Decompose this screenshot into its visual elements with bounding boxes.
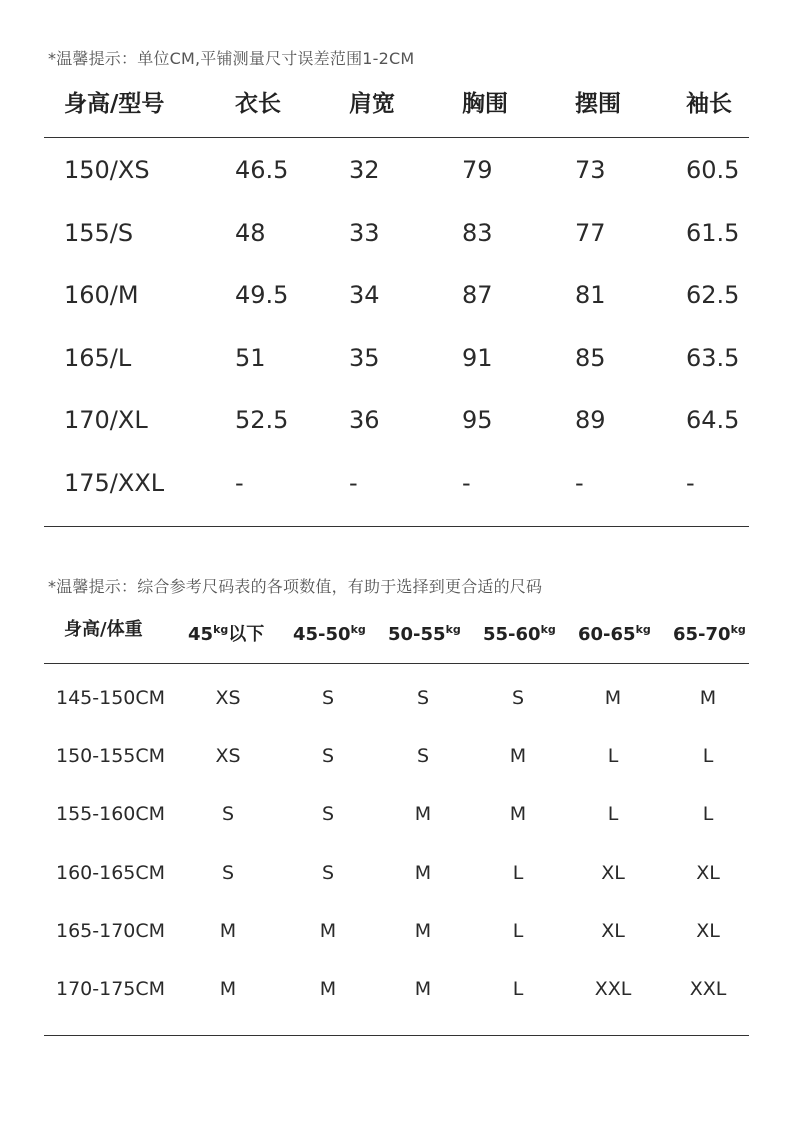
table-row: [0, 213, 790, 253]
cell-chest: 87: [462, 281, 493, 309]
table-row: [0, 275, 790, 315]
header-chest: 胸围: [462, 91, 508, 117]
cell-sleeve: 64.5: [686, 406, 740, 434]
cell-hem: 85: [575, 344, 606, 372]
cell-sleeve: 63.5: [686, 344, 740, 372]
cell-height-range: 170-175CM: [56, 978, 166, 1000]
size-chart-header: [0, 84, 790, 124]
cell-size: S: [321, 862, 335, 884]
cell-chest: 95: [462, 406, 493, 434]
header-weight-col-5: $60-65^{kg}$: [578, 623, 651, 645]
table-row: [0, 855, 790, 891]
size-chart-bottom-divider: [44, 526, 749, 527]
table-row: [0, 463, 790, 503]
header-weight-col-4: $55-60^{kg}$: [483, 623, 556, 645]
cell-size: L: [512, 920, 524, 942]
cell-size: S: [416, 687, 430, 709]
cell-height-range: 165-170CM: [56, 920, 166, 942]
cell-size: M: [414, 862, 432, 884]
cell-size: M: [604, 687, 622, 709]
cell-shoulder: 34: [349, 281, 380, 309]
size-chart-header-divider: [44, 137, 749, 138]
cell-sleeve: 61.5: [686, 219, 740, 247]
cell-chest: -: [462, 469, 471, 497]
cell-size: L: [607, 803, 619, 825]
cell-size: M: [219, 920, 237, 942]
cell-size: M: [414, 920, 432, 942]
cell-size: S: [511, 687, 525, 709]
table-row: [0, 338, 790, 378]
cell-size: M: [414, 803, 432, 825]
cell-size: M: [699, 687, 717, 709]
cell-height-range: 160-165CM: [56, 862, 166, 884]
cell-length: 49.5: [235, 281, 289, 309]
cell-length: 51: [235, 344, 266, 372]
recommend-chart-header: [0, 612, 790, 648]
cell-chest: 91: [462, 344, 493, 372]
cell-size: 160/M: [64, 281, 139, 309]
table-row: [0, 738, 790, 774]
cell-sleeve: 60.5: [686, 156, 740, 184]
cell-size: M: [319, 920, 337, 942]
cell-size: XS: [215, 745, 241, 767]
header-weight-col-3: $50-55^{kg}$: [388, 623, 461, 645]
table-row: [0, 400, 790, 440]
header-weight-col-1: $45^{kg}$以下: [188, 623, 265, 645]
cell-size: XL: [601, 920, 625, 942]
header-hem: 摆围: [575, 91, 621, 117]
header-height-model: 身高/型号: [64, 91, 165, 117]
header-sleeve: 袖长: [686, 91, 732, 117]
cell-shoulder: 35: [349, 344, 380, 372]
cell-size: L: [512, 862, 524, 884]
cell-size: 155/S: [64, 219, 134, 247]
cell-sleeve: 62.5: [686, 281, 740, 309]
cell-size: M: [414, 978, 432, 1000]
cell-size: M: [509, 745, 527, 767]
cell-hem: 77: [575, 219, 606, 247]
recommend-chart-note: *温馨提示：综合参考尺码表的各项数值，有助于选择到更合适的尺码: [48, 577, 543, 596]
recommend-chart-bottom-divider: [44, 1035, 749, 1036]
cell-chest: 83: [462, 219, 493, 247]
cell-size: 150/XS: [64, 156, 150, 184]
cell-height-range: 155-160CM: [56, 803, 166, 825]
cell-size: L: [702, 803, 714, 825]
cell-shoulder: 36: [349, 406, 380, 434]
recommend-chart-header-divider: [44, 663, 749, 664]
cell-shoulder: -: [349, 469, 358, 497]
cell-length: 46.5: [235, 156, 289, 184]
cell-size: XXL: [594, 978, 632, 1000]
header-length: 衣长: [235, 91, 281, 117]
cell-size: S: [321, 803, 335, 825]
cell-shoulder: 33: [349, 219, 380, 247]
cell-hem: -: [575, 469, 584, 497]
cell-shoulder: 32: [349, 156, 380, 184]
cell-size: S: [321, 745, 335, 767]
table-row: [0, 796, 790, 832]
cell-size: S: [321, 687, 335, 709]
header-weight-col-6: $65-70^{kg}$: [673, 623, 746, 645]
size-chart-note: *温馨提示：单位CM,平铺测量尺寸误差范围1-2CM: [48, 49, 415, 68]
cell-size: XXL: [689, 978, 727, 1000]
cell-height-range: 150-155CM: [56, 745, 166, 767]
cell-height-range: 145-150CM: [56, 687, 166, 709]
cell-length: -: [235, 469, 244, 497]
cell-size: L: [607, 745, 619, 767]
table-row: [0, 913, 790, 949]
cell-hem: 81: [575, 281, 606, 309]
cell-size: S: [221, 803, 235, 825]
cell-size: XL: [601, 862, 625, 884]
cell-size: L: [512, 978, 524, 1000]
cell-size: XL: [696, 920, 720, 942]
header-shoulder: 肩宽: [349, 91, 395, 117]
header-height-weight: 身高/体重: [64, 619, 143, 640]
cell-size: L: [702, 745, 714, 767]
cell-size: 175/XXL: [64, 469, 165, 497]
cell-size: M: [219, 978, 237, 1000]
cell-size: S: [416, 745, 430, 767]
cell-hem: 89: [575, 406, 606, 434]
table-row: [0, 680, 790, 716]
cell-sleeve: -: [686, 469, 695, 497]
cell-size: S: [221, 862, 235, 884]
table-row: [0, 971, 790, 1007]
cell-size: XS: [215, 687, 241, 709]
cell-chest: 79: [462, 156, 493, 184]
cell-hem: 73: [575, 156, 606, 184]
cell-size: M: [509, 803, 527, 825]
cell-length: 52.5: [235, 406, 289, 434]
cell-size: XL: [696, 862, 720, 884]
cell-length: 48: [235, 219, 266, 247]
cell-size: M: [319, 978, 337, 1000]
cell-size: 165/L: [64, 344, 132, 372]
table-row: [0, 150, 790, 190]
header-weight-col-2: $45-50^{kg}$: [293, 623, 366, 645]
cell-size: 170/XL: [64, 406, 148, 434]
